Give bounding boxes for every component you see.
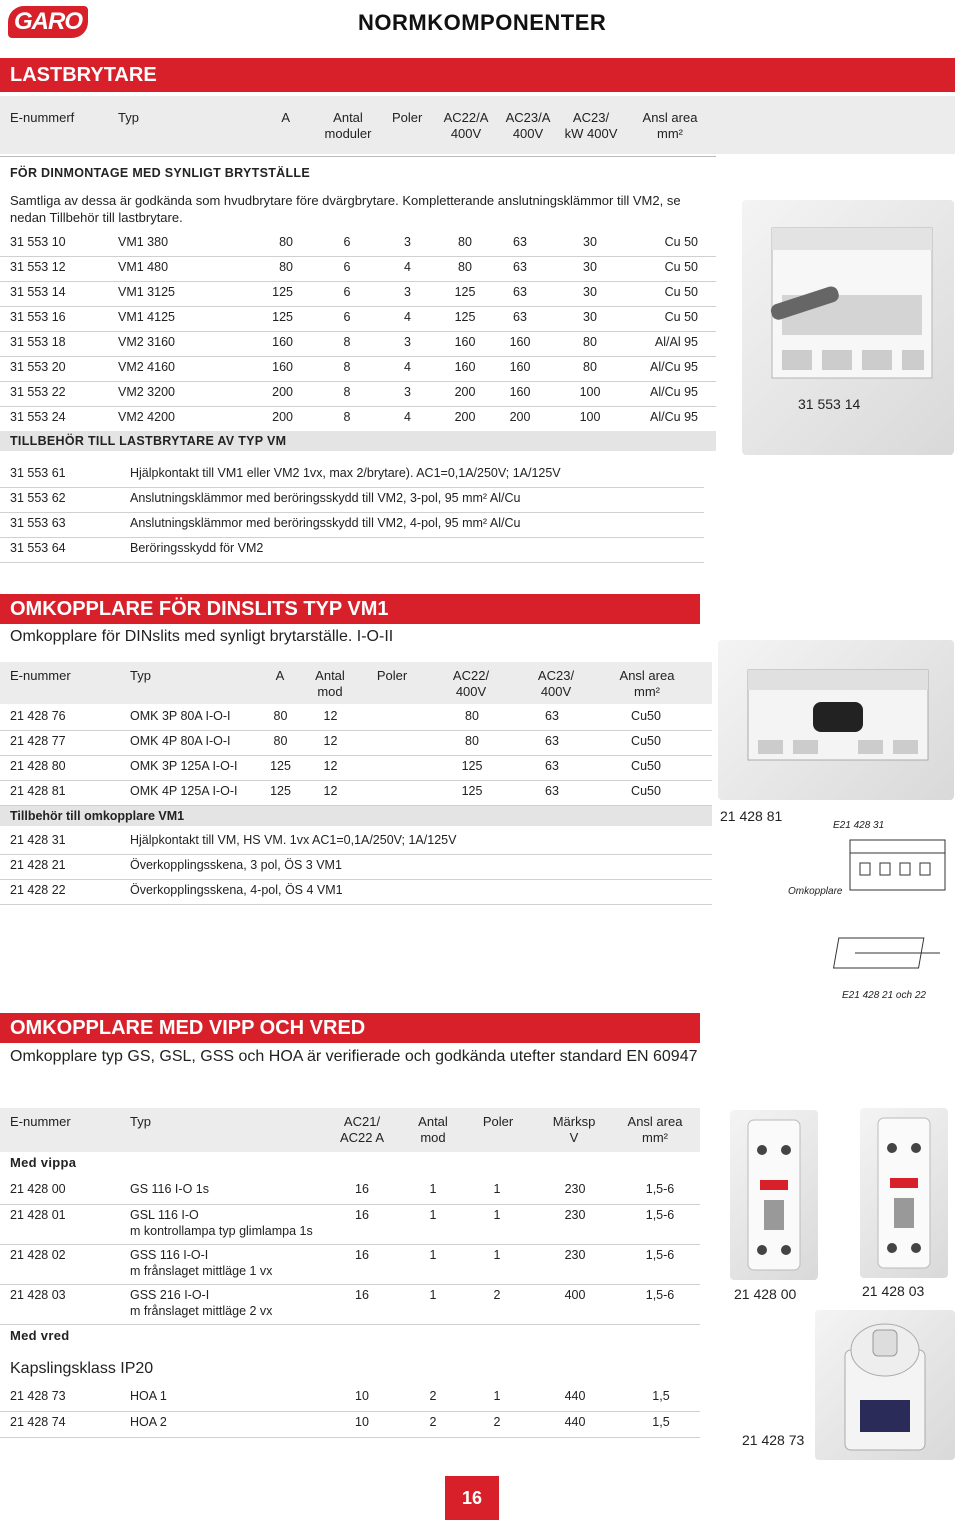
table-row	[0, 1284, 700, 1325]
table-cell: 160	[509, 385, 531, 399]
table-cell: Cu 50	[664, 285, 698, 299]
table-cell: 125	[461, 759, 483, 773]
table-cell: 16	[355, 1288, 369, 1302]
table-cell: 8	[343, 335, 351, 349]
table-cell: VM2 3160	[118, 335, 175, 349]
table-cell: 31 553 16	[10, 310, 66, 324]
table-cell: 2	[493, 1415, 501, 1429]
table-cell: Överkopplingsskena, 3 pol, ÖS 3 VM1	[130, 858, 342, 872]
table-row	[0, 730, 712, 756]
table-cell: VM1 380	[118, 235, 169, 249]
table-cell: 30	[583, 310, 597, 324]
table-cell: 31 553 10	[10, 235, 66, 249]
s3-group-vred: Med vred	[10, 1328, 70, 1343]
table-cell: HOA 1	[130, 1389, 167, 1403]
table-cell: 1	[493, 1208, 501, 1222]
gs-switch-image	[730, 1110, 818, 1280]
page-number: 16	[445, 1476, 499, 1520]
table-cell: 21 428 31	[10, 833, 66, 847]
table-cell: 4	[404, 260, 411, 274]
gss-switch-image	[860, 1108, 948, 1278]
table-cell: 3	[404, 235, 411, 249]
drawing-label: Omkopplare	[788, 886, 843, 897]
table-cell: 21 428 22	[10, 883, 66, 897]
section-title-omkopplare-dinslits: OMKOPPLARE FÖR DINSLITS TYP VM1	[0, 594, 700, 624]
column-header: Typ	[118, 110, 139, 125]
table-cell: 63	[513, 285, 527, 299]
table-cell: 10	[355, 1415, 369, 1429]
table-cell: 160	[454, 360, 476, 374]
table-cell: 125	[270, 784, 291, 798]
s3-group-vippa: Med vippa	[10, 1155, 77, 1170]
table-cell: VM1 4125	[118, 310, 175, 324]
table-cell: 63	[545, 709, 559, 723]
table-cell: 12	[323, 759, 338, 773]
table-row	[0, 281, 716, 307]
table-cell: Beröringsskydd för VM2	[130, 541, 264, 555]
table-cell: Al/Al 95	[654, 335, 698, 349]
column-header: AC22/ 400V	[452, 668, 490, 699]
garo-logo: GARO	[8, 6, 88, 38]
section-title-lastbrytare: LASTBRYTARE	[0, 58, 955, 92]
table-row	[0, 705, 712, 731]
table-cell: 8	[343, 385, 351, 399]
table-cell: 160	[509, 360, 531, 374]
table-cell: Cu 50	[664, 310, 698, 324]
table-cell: 160	[272, 360, 293, 374]
table-cell: 10	[355, 1389, 369, 1403]
table-cell: 6	[343, 260, 351, 274]
column-header: A	[281, 110, 290, 125]
column-header: Antal mod	[315, 668, 345, 699]
table-cell: Cu 50	[664, 260, 698, 274]
page-title: NORMKOMPONENTER	[358, 10, 607, 35]
table-cell: 3	[404, 385, 411, 399]
column-header: AC21/ AC22 A	[339, 1114, 385, 1145]
table-header-band	[0, 662, 712, 704]
table-cell: 6	[343, 235, 351, 249]
table-cell: 8	[343, 410, 351, 424]
table-cell: 125	[461, 784, 483, 798]
table-cell: 21 428 00	[10, 1182, 66, 1196]
table-cell: 100	[579, 410, 601, 424]
table-cell: 30	[583, 260, 597, 274]
table-cell: 21 428 73	[10, 1389, 66, 1403]
table-cell: 31 553 24	[10, 410, 66, 424]
table-cell: 4	[404, 360, 411, 374]
table-cell: HOA 2	[130, 1415, 167, 1429]
table-cell: 1,5-6	[645, 1288, 675, 1302]
table-cell: 31 553 62	[10, 491, 66, 505]
column-header: Typ	[130, 1114, 151, 1129]
column-header: E-nummerf	[10, 110, 75, 125]
table-cell: 125	[454, 285, 476, 299]
table-cell: OMK 3P 80A I-O-I	[130, 709, 231, 723]
table-cell: 1,5-6	[645, 1248, 675, 1262]
column-header: AC23/ 400V	[537, 668, 575, 699]
hoa-switch-image	[815, 1310, 955, 1460]
column-header: Poler	[376, 668, 408, 683]
product-photo-hoa	[815, 1310, 955, 1460]
table-cell: 400	[564, 1288, 586, 1302]
table-cell: 80	[279, 260, 293, 274]
drawing-label: E21 428 21 och 22	[842, 990, 926, 1001]
table-cell: 80	[458, 235, 472, 249]
table-cell: 63	[513, 260, 527, 274]
table-cell: GSS 116 I-O-I	[130, 1248, 209, 1262]
s2-accessories-title: Tillbehör till omkopplare VM1	[0, 806, 712, 826]
s3-photo-caption: 21 428 73	[742, 1432, 805, 1448]
table-cell: VM2 4160	[118, 360, 175, 374]
table-cell: 31 553 14	[10, 285, 66, 299]
column-header: AC23/ kW 400V	[564, 110, 618, 141]
table-cell: Cu 50	[664, 235, 698, 249]
table-row	[0, 356, 716, 382]
table-row	[0, 829, 712, 855]
column-header: AC22/A 400V	[443, 110, 489, 141]
table-cell: 4	[404, 410, 411, 424]
table-cell: Överkopplingsskena, 4-pol, ÖS 4 VM1	[130, 883, 343, 897]
s3-subtitle: Omkopplare typ GS, GSL, GSS och HOA är verifierade och godkända utefter standard EN 60947	[10, 1048, 698, 1065]
table-cell: 21 428 01	[10, 1208, 66, 1222]
table-cell: OMK 4P 125A I-O-I	[130, 784, 238, 798]
table-cell: 12	[323, 784, 338, 798]
table-cell: 16	[355, 1208, 369, 1222]
changeover-photo	[718, 640, 954, 800]
table-cell: 100	[579, 385, 601, 399]
table-row	[0, 256, 716, 282]
table-cell: 125	[270, 759, 291, 773]
table-cell: OMK 3P 125A I-O-I	[130, 759, 238, 773]
table-cell: 125	[272, 285, 293, 299]
s1-subtitle: FÖR DINMONTAGE MED SYNLIGT BRYTSTÄLLE	[10, 166, 310, 180]
table-cell: 31 553 64	[10, 541, 66, 555]
table-row	[0, 537, 704, 563]
table-cell: 31 553 20	[10, 360, 66, 374]
column-header: E-nummer	[10, 1114, 71, 1129]
table-cell: 12	[323, 709, 338, 723]
table-cell: Al/Cu 95	[650, 360, 698, 374]
table-cell: 1	[429, 1182, 437, 1196]
column-header: Ansl area mm²	[642, 110, 698, 141]
s2-photo-caption: 21 428 81	[720, 808, 783, 824]
divider	[0, 156, 716, 157]
load-switch-image	[742, 200, 954, 455]
table-cell: 3	[404, 335, 411, 349]
table-cell: Cu50	[631, 759, 661, 773]
table-row	[0, 331, 716, 357]
table-cell: 230	[564, 1182, 586, 1196]
table-cell: 80	[465, 734, 479, 748]
table-cell: 1	[429, 1248, 437, 1262]
table-cell: Al/Cu 95	[650, 385, 698, 399]
table-cell: Cu50	[631, 784, 661, 798]
table-cell: GS 116 I-O 1s	[130, 1182, 209, 1196]
section-title-omkopplare-vipp-vred: OMKOPPLARE MED VIPP OCH VRED	[0, 1013, 700, 1043]
table-cell: 1,5-6	[645, 1208, 675, 1222]
table-cell: 80	[583, 335, 597, 349]
table-cell: 21 428 74	[10, 1415, 66, 1429]
table-cell: 1,5-6	[645, 1182, 675, 1196]
table-cell: 31 553 63	[10, 516, 66, 530]
table-cell: 21 428 21	[10, 858, 66, 872]
table-cell: 125	[454, 310, 476, 324]
table-row	[0, 306, 716, 332]
table-cell: 230	[564, 1208, 586, 1222]
table-cell: 12	[323, 734, 338, 748]
table-cell: 80	[279, 235, 293, 249]
table-cell: Cu50	[631, 734, 661, 748]
table-cell: 440	[564, 1415, 586, 1429]
table-cell: 31 553 22	[10, 385, 66, 399]
table-cell: 21 428 03	[10, 1288, 66, 1302]
table-cell: 63	[545, 759, 559, 773]
table-cell: 21 428 02	[10, 1248, 66, 1262]
table-cell: Cu50	[631, 709, 661, 723]
table-cell: 160	[509, 335, 531, 349]
table-cell: 160	[272, 335, 293, 349]
table-cell: m kontrollampa typ glimlampa 1s	[130, 1224, 313, 1238]
table-cell: 200	[272, 410, 293, 424]
table-row	[0, 231, 716, 257]
table-cell: 80	[458, 260, 472, 274]
column-header: E-nummer	[10, 668, 71, 683]
table-cell: 63	[545, 784, 559, 798]
table-cell: 1	[493, 1248, 501, 1262]
table-cell: 125	[272, 310, 293, 324]
table-cell: 1	[493, 1182, 501, 1196]
table-cell: 1,5	[652, 1415, 670, 1429]
table-cell: 4	[404, 310, 411, 324]
table-row	[0, 879, 712, 905]
table-cell: 200	[272, 385, 293, 399]
table-cell: 1	[493, 1389, 501, 1403]
table-cell: 63	[513, 310, 527, 324]
table-row	[0, 1178, 700, 1205]
table-row	[0, 755, 712, 781]
table-cell: 2	[493, 1288, 501, 1302]
column-header: Antal moduler	[324, 110, 372, 141]
table-cell: 31 553 18	[10, 335, 66, 349]
table-row	[0, 854, 712, 880]
table-cell: 200	[454, 385, 476, 399]
column-header: Märksp V	[552, 1114, 596, 1145]
table-cell: 21 428 80	[10, 759, 66, 773]
product-photo-gs116	[730, 1110, 818, 1280]
table-row	[0, 780, 712, 806]
table-cell: 16	[355, 1248, 369, 1262]
table-cell: m frånslaget mittläge 2 vx	[130, 1304, 273, 1318]
column-header: Poler	[392, 110, 423, 125]
table-row	[0, 1385, 700, 1412]
table-cell: Hjälpkontakt till VM1 eller VM2 1vx, max 2/brytare). AC1=0,1A/250V; 1A/125V	[130, 466, 561, 480]
table-cell: 31 553 61	[10, 466, 66, 480]
table-cell: 30	[583, 285, 597, 299]
table-cell: 1	[429, 1208, 437, 1222]
table-cell: 6	[343, 285, 351, 299]
table-cell: 63	[513, 235, 527, 249]
s3-kapsling: Kapslingsklass IP20	[10, 1360, 154, 1377]
drawing-label: E21 428 31	[833, 820, 885, 831]
table-cell: 2	[429, 1389, 437, 1403]
table-cell: 16	[355, 1182, 369, 1196]
table-row	[0, 1204, 700, 1245]
table-cell: 63	[545, 734, 559, 748]
table-row	[0, 462, 704, 488]
column-header: Antal mod	[418, 1114, 448, 1145]
table-cell: Anslutningsklämmor med beröringsskydd till VM2, 4-pol, 95 mm² Al/Cu	[130, 516, 521, 530]
table-cell: 80	[465, 709, 479, 723]
changeover-switch-image	[718, 640, 954, 800]
table-cell: VM2 3200	[118, 385, 175, 399]
table-row	[0, 381, 716, 407]
table-cell: 80	[583, 360, 597, 374]
table-cell: 3	[404, 285, 411, 299]
table-cell: VM1 480	[118, 260, 169, 274]
table-cell: 80	[273, 734, 288, 748]
s1-photo-caption: 31 553 14	[798, 396, 861, 412]
s1-accessories-title: TILLBEHÖR TILL LASTBRYTARE AV TYP VM	[0, 431, 716, 451]
table-row	[0, 512, 704, 538]
column-header: Ansl area mm²	[627, 1114, 683, 1145]
table-cell: GSS 216 I-O-I	[130, 1288, 210, 1302]
table-cell: 160	[454, 335, 476, 349]
table-cell: 200	[454, 410, 476, 424]
table-cell: 21 428 76	[10, 709, 66, 723]
table-cell: m frånslaget mittläge 1 vx	[130, 1264, 273, 1278]
table-cell: Hjälpkontakt till VM, HS VM. 1vx AC1=0,1A/250V; 1A/125V	[130, 833, 457, 847]
table-cell: 31 553 12	[10, 260, 66, 274]
s3-photo-caption: 21 428 00	[734, 1286, 797, 1302]
table-cell: 30	[583, 235, 597, 249]
table-cell: 21 428 81	[10, 784, 66, 798]
table-cell: 21 428 77	[10, 734, 66, 748]
table-cell: OMK 4P 80A I-O-I	[130, 734, 231, 748]
table-cell: VM2 4200	[118, 410, 175, 424]
table-cell: 80	[273, 709, 288, 723]
table-cell: 8	[343, 360, 351, 374]
column-header: Ansl area mm²	[619, 668, 675, 699]
product-photo-gss216	[860, 1108, 948, 1278]
s2-subtitle: Omkopplare för DINslits med synligt brytarställe. I-O-II	[10, 628, 394, 645]
table-cell: 200	[509, 410, 531, 424]
table-cell: 1,5	[652, 1389, 670, 1403]
column-header: A	[275, 668, 285, 683]
table-cell: 230	[564, 1248, 586, 1262]
table-cell: GSL 116 I-O	[130, 1208, 199, 1222]
table-row	[0, 487, 704, 513]
table-row	[0, 1244, 700, 1285]
table-cell: 2	[429, 1415, 437, 1429]
accessory-drawing	[790, 818, 955, 1008]
column-header: Poler	[482, 1114, 514, 1129]
table-cell: Anslutningsklämmor med beröringsskydd till VM2, 3-pol, 95 mm² Al/Cu	[130, 491, 521, 505]
table-cell: VM1 3125	[118, 285, 175, 299]
column-header: Typ	[130, 668, 151, 683]
s1-description: Samtliga av dessa är godkända som hvudbrytare före dvärgbrytare. Kompletterande anslutningsklämmor till VM2, se nedan Tillbehör till lastbrytare.	[10, 193, 681, 225]
table-cell: Al/Cu 95	[650, 410, 698, 424]
table-cell: 1	[429, 1288, 437, 1302]
table-cell: 6	[343, 310, 351, 324]
column-header: AC23/A 400V	[505, 110, 551, 141]
switch-photo	[742, 200, 954, 455]
table-cell: 440	[564, 1389, 586, 1403]
table-row	[0, 1411, 700, 1438]
s3-photo-caption: 21 428 03	[862, 1283, 925, 1299]
table-row	[0, 406, 716, 432]
